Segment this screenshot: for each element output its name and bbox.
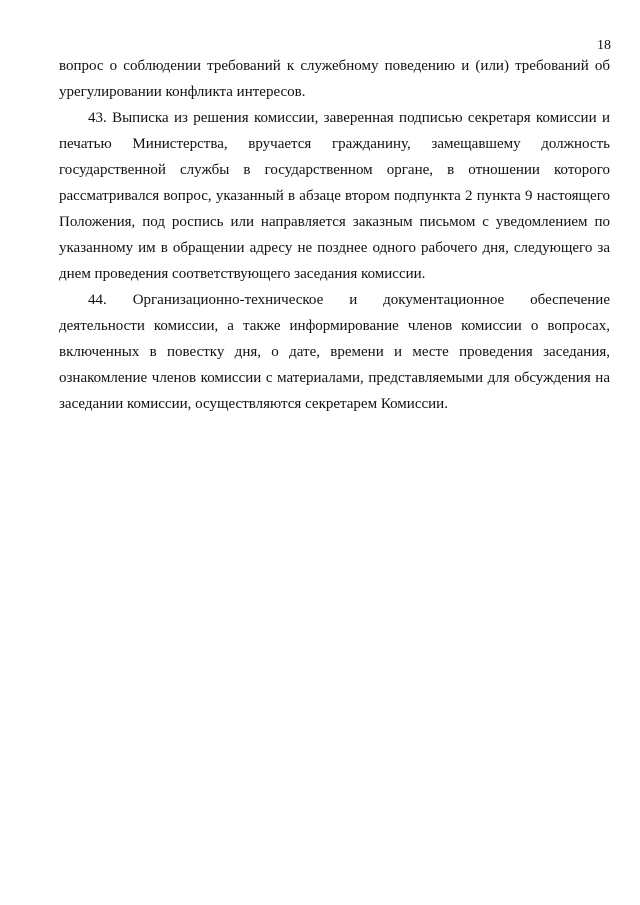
document-body <box>59 53 610 417</box>
paragraph-43: 43. Выписка из решения комиссии, заверенная подписью секретаря комиссии и печатью Министерства, вручается гражданину, замещавшему должность государственной службы в государственном органе, в отношении которого рассматривался вопрос, указанный в абзаце втором подпункта 2 пункта 9 настоящего Положения, под роспись или направляется заказным письмом с уведомлением по указанному им в обращении адресу не позднее одного рабочего дня, следующего за днем проведения соответствующего заседания комиссии. <box>59 110 610 282</box>
paragraph-continuation: вопрос о соблюдении требований к служебному поведению и (или) требований об урегулировании конфликта интересов. <box>59 58 610 100</box>
paragraph-44: 44. Организационно-техническое и документационное обеспечение деятельности комиссии, а также информирование членов комиссии о вопросах, включенных в повестку дня, о дате, времени и месте проведения заседания, ознакомление членов комиссии с материалами, представляемыми для обсуждения на заседании комиссии, осуществляются секретарем Комиссии. <box>59 292 610 412</box>
page-number: 18 <box>597 38 611 53</box>
